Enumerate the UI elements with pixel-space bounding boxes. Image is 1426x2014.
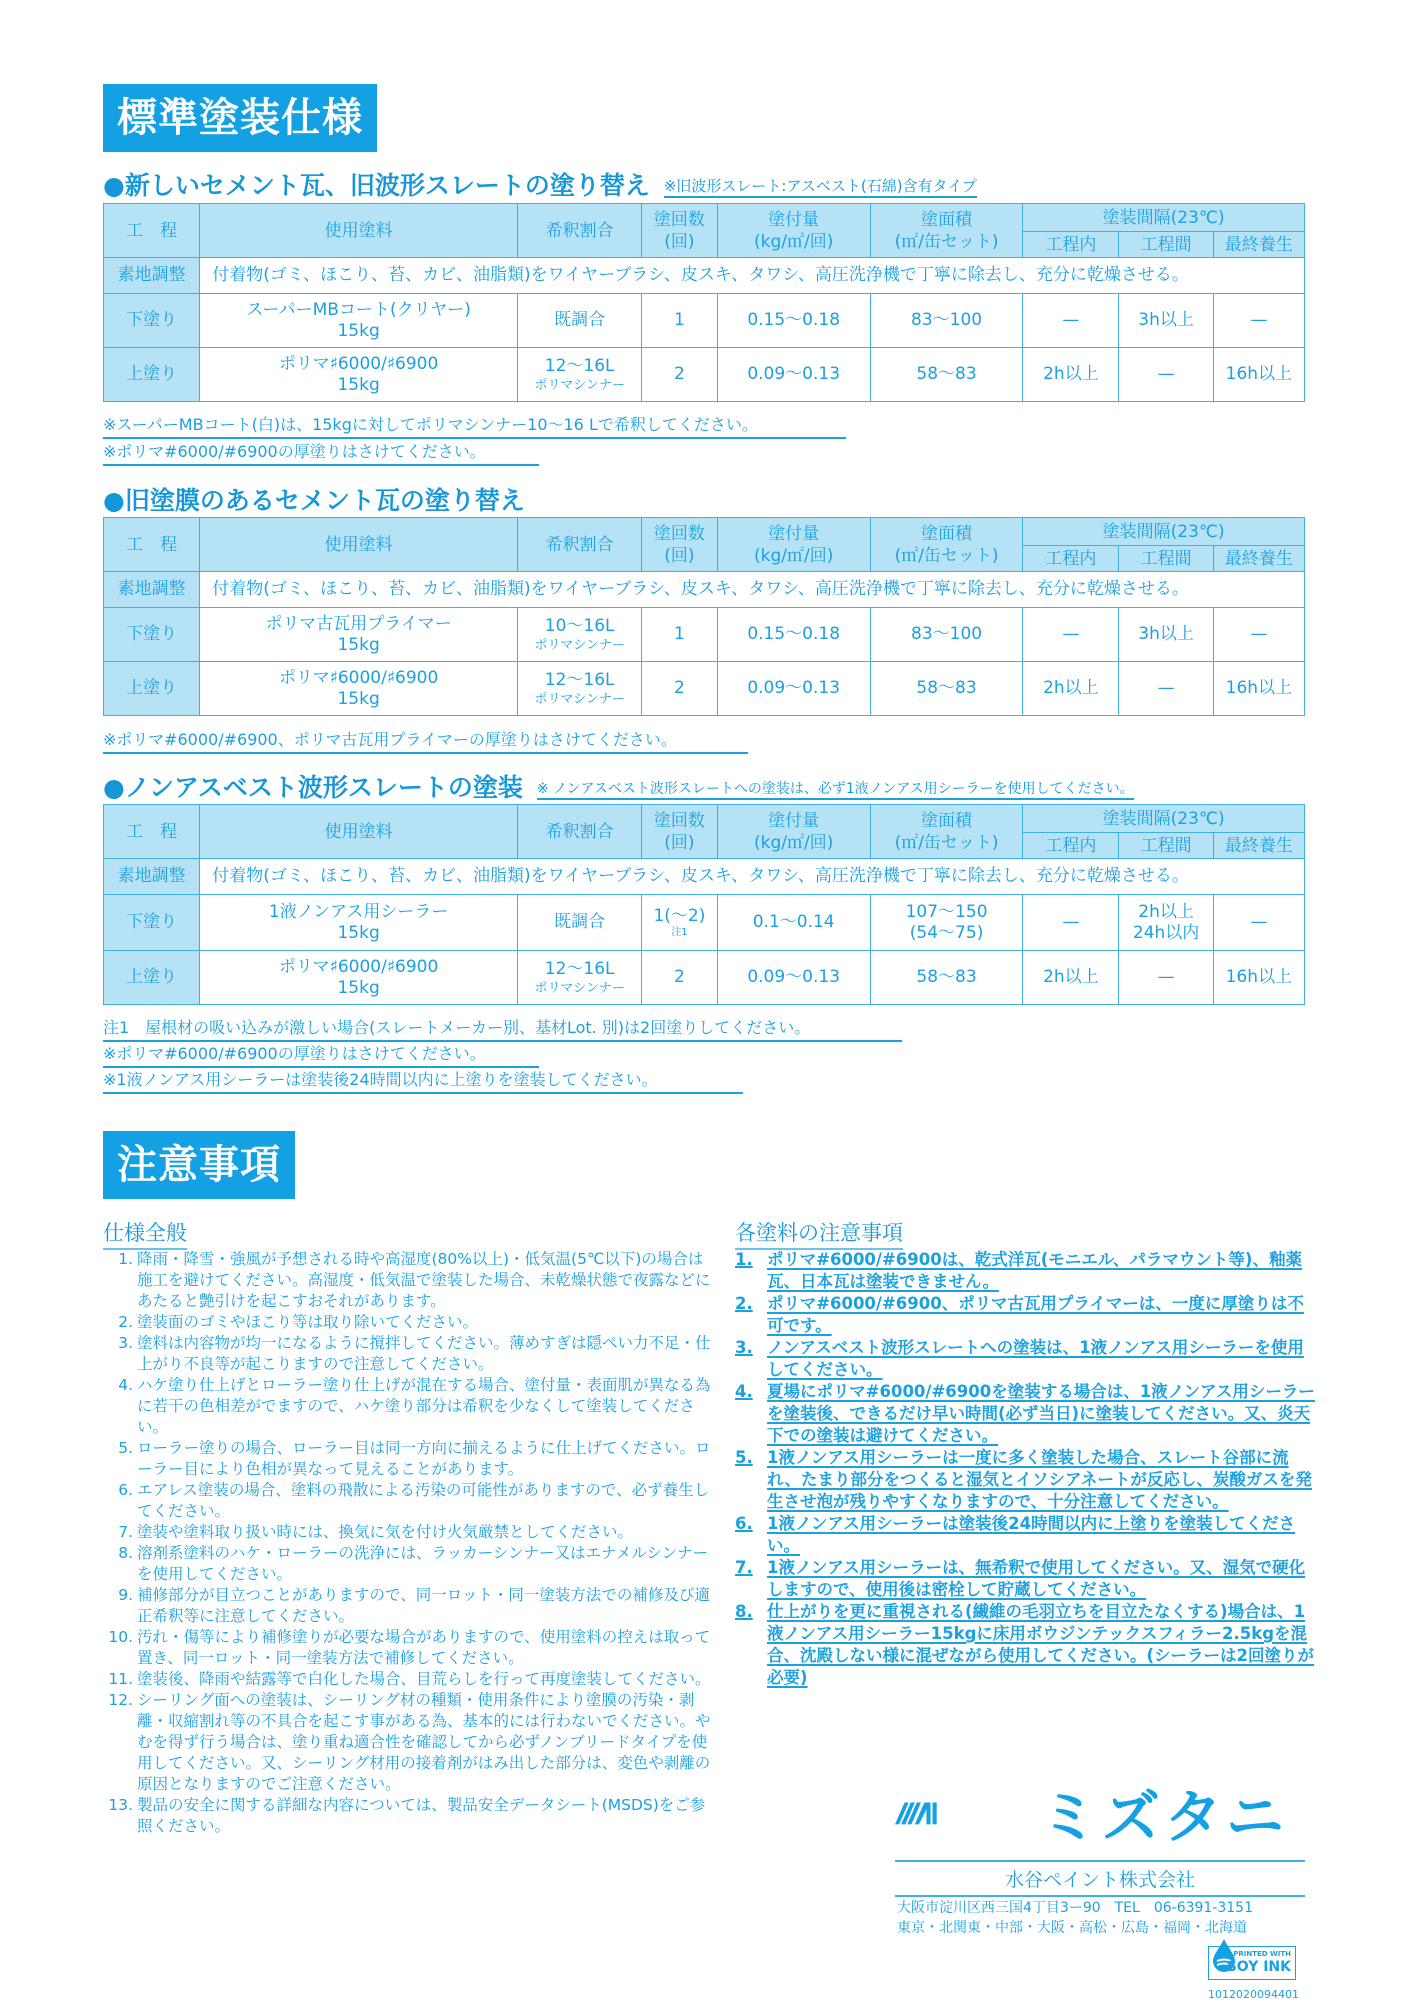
list-item: 8. 溶剤系塗料のハケ・ローラーの洗浄には、ラッカーシンナー又はエナメルシンナーを使用してください。 xyxy=(118,1544,709,1583)
section-title-non-asbestos xyxy=(103,768,1134,804)
branches: 東京・北関東・中部・大阪・高松・広島・福岡・北海道 xyxy=(897,1920,1247,1936)
soy-ink-badge: PRINTED WITH SOY INK xyxy=(1208,1946,1296,1980)
header-dilution: 希釈割合 xyxy=(518,204,642,258)
list-item: 11. 塗装後、降雨や結露等で白化した場合、目荒らしを行って再度塗装してください。 xyxy=(108,1670,711,1688)
table-row: 上塗り ポリマ♯6000/♯6900 15kg 12〜16L ポリマシンナー 2 0.09〜0.13 58〜83 2h以上 — 16h以上 xyxy=(104,348,1305,402)
spec-table-3: 工 程 使用塗料 希釈割合 塗回数 (回) 塗付量 (kg/㎡/回) 塗面積 (㎡/缶セット) 塗装間隔(23℃) 工程内 工程間 最終養生 素地調整 付着物(ゴミ、ほこり、苔、カビ、油脂類)をワイヤーブラシ、皮スキ、タワシ、高圧洗浄機で丁寧に除去し、充分に乾燥させる。 下塗り 1液ノンアス用シーラー 15kg 既調合 1(〜2) 注1 0.1〜0.14 107〜150 (54〜75) — 2h以上 24h以内 — 上塗り ポリマ♯6000/♯6900 15kg 12〜16L ポリマシンナー 2 0.09〜0.13 58〜83 2h以上 — 16h以上 xyxy=(103,804,1305,1005)
section-note: ※旧波形スレート:アスベスト(石綿)含有タイプ xyxy=(664,177,977,198)
table-row-prep: 素地調整 付着物(ゴミ、ほこり、苔、カビ、油脂類)をワイヤーブラシ、皮スキ、タワシ、高圧洗浄機で丁寧に除去し、充分に乾燥させる。 xyxy=(104,572,1305,608)
general-heading: 仕様全般 xyxy=(103,1217,187,1250)
table-row-prep: 素地調整 付着物(ゴミ、ほこり、苔、カビ、油脂類)をワイヤーブラシ、皮スキ、タワシ、高圧洗浄機で丁寧に除去し、充分に乾燥させる。 xyxy=(104,258,1305,294)
spec-table-1 xyxy=(103,203,1305,402)
footnote: ※ポリマ#6000/#6900の厚塗りはさけてください。 xyxy=(103,439,539,466)
footnote: ※スーパーMBコート(白)は、15kgに対してポリマシンナー10〜16 Lで希釈してください。 xyxy=(103,412,846,439)
list-item: 8. 仕上がりを更に重視される(繊維の毛羽立ちを目立たなくする)場合は、1液ノンアス用シーラー15kgに床用ボウジンテックスフィラー2.5kgを混合、沈殿しない様に混ぜながら使用してください。(シーラーは2回塗りが必要) xyxy=(735,1602,1315,1687)
list-item: 2. 塗装面のゴミやほこり等は取り除いてください。 xyxy=(118,1313,479,1331)
section-note: ※ ノンアスベスト波形スレートへの塗装は、必ず1液ノンアス用シーラーを使用してください。 xyxy=(537,781,1134,800)
section-title-new-cement xyxy=(103,166,977,202)
cautions-title: 注意事項 xyxy=(103,1131,295,1199)
header-within: 工程内 xyxy=(1023,232,1119,258)
header-step: 工 程 xyxy=(104,204,200,258)
address: 大阪市淀川区西三国4丁目3ー90 TEL 06-6391-3151 xyxy=(897,1900,1254,1916)
list-item: 7. 塗装や塗料取り扱い時には、換気に気を付け火気厳禁としてください。 xyxy=(118,1523,634,1541)
header-amount: 塗付量 (kg/㎡/回) xyxy=(717,204,870,258)
table-row: 上塗り ポリマ♯6000/♯6900 15kg 12〜16L ポリマシンナー 2 0.09〜0.13 58〜83 2h以上 — 16h以上 xyxy=(104,662,1305,716)
header-between: 工程間 xyxy=(1119,232,1213,258)
table-row: 下塗り ポリマ古瓦用プライマー 15kg 10〜16L ポリマシンナー 1 0.15〜0.18 83〜100 — 3h以上 — xyxy=(104,608,1305,662)
list-item: 5. ローラー塗りの場合、ローラー目は同一方向に揃えるように仕上げてください。ローラー目により色相が異なって見えることがあります。 xyxy=(118,1439,711,1478)
per-paint-heading: 各塗料の注意事項 xyxy=(735,1217,903,1250)
table-row: 下塗り 1液ノンアス用シーラー 15kg 既調合 1(〜2) 注1 0.1〜0.14 107〜150 (54〜75) — 2h以上 24h以内 — xyxy=(104,895,1305,951)
list-item: 5. 1液ノンアス用シーラーは一度に多く塗装した場合、スレート谷部に流れ、たまり部分をつくると湿気とイソシアネートが反応し、炭酸ガスを発生させ泡が残りやすくなりますので、十分注意してください。 xyxy=(735,1448,1312,1511)
mizutani-logo-icon xyxy=(895,1785,1035,1849)
list-item: 6. 1液ノンアス用シーラーは塗装後24時間以内に上塗りを塗装してください。 xyxy=(735,1514,1296,1555)
table-row: 上塗り ポリマ♯6000/♯6900 15kg 12〜16L ポリマシンナー 2 0.09〜0.13 58〜83 2h以上 — 16h以上 xyxy=(104,951,1305,1005)
table-row-prep: 素地調整 付着物(ゴミ、ほこり、苔、カビ、油脂類)をワイヤーブラシ、皮スキ、タワシ、高圧洗浄機で丁寧に除去し、充分に乾燥させる。 xyxy=(104,859,1305,895)
list-item: 1. 降雨・降雪・強風が予想される時や高湿度(80%以上)・低気温(5℃以下)の場合は施工を避けてください。高湿度・低気温で塗装した場合、未乾燥状態で夜露などにあたると艶引けを起こすおそれがあります。 xyxy=(118,1250,711,1310)
table-row: 下塗り スーパーMBコート(クリヤー) 15kg 既調合 1 0.15〜0.18 83〜100 — 3h以上 — xyxy=(104,294,1305,348)
footnote: ※1液ノンアス用シーラーは塗装後24時間以内に上塗りを塗装してください。 xyxy=(103,1067,743,1094)
list-item: 3. ノンアスベスト波形スレートへの塗装は、1液ノンアス用シーラーを使用してください。 xyxy=(735,1338,1304,1379)
list-item: 3. 塗料は内容物が均一になるように撹拌してください。薄めすぎは隠ぺい力不足・仕上がり不良等が起こりますので注意してください。 xyxy=(118,1334,711,1373)
print-code: 1012020094401 xyxy=(1208,1988,1299,2001)
header-area: 塗面積 (㎡/缶セット) xyxy=(870,204,1022,258)
footnote: 注1 屋根材の吸い込みが激しい場合(スレートメーカー別、基材Lot. 別)は2回塗りしてください。 xyxy=(103,1015,902,1042)
list-item: 9. 補修部分が目立つことがありますので、同一ロット・同一塗装方法での補修及び適正希釈等に注意してください。 xyxy=(118,1586,710,1625)
list-item: 12. シーリング面への塗装は、シーリング材の種類・使用条件により塗膜の汚染・剥離・収縮割れ等の不具合を起こす事がある為、基本的には行わないでください。やむを得ず行う場合は、塗り重ね適合性を確認してから必ずノンブリードタイプを使用してください。又、シーリング材用の接着剤がはみ出した部分は、変色や剥離の原因となりますのでご注意ください。 xyxy=(108,1691,711,1793)
list-item: 13. 製品の安全に関する詳細な内容については、製品安全データシート(MSDS)をご参照ください。 xyxy=(108,1796,706,1835)
header-paint: 使用塗料 xyxy=(200,204,518,258)
page-title: 標準塗装仕様 xyxy=(103,84,377,152)
header-interval: 塗装間隔(23℃) xyxy=(1023,204,1305,232)
list-item: 2. ポリマ#6000/#6900、ポリマ古瓦用プライマーは、一度に厚塗りは不可です。 xyxy=(735,1294,1304,1335)
section-heading: ●ノンアスベスト波形スレートの塗装 xyxy=(103,773,523,802)
general-cautions-list xyxy=(103,1249,713,1837)
list-item: 1. ポリマ#6000/#6900は、乾式洋瓦(モニエル、パラマウント等)、釉薬瓦、日本瓦は塗装できません。 xyxy=(735,1250,1302,1291)
footnote: ※ポリマ#6000/#6900、ポリマ古瓦用プライマーの厚塗りはさけてください。 xyxy=(103,727,748,754)
footnote: ※ポリマ#6000/#6900の厚塗りはさけてください。 xyxy=(103,1041,539,1068)
list-item: 6. エアレス塗装の場合、塗料の飛散による汚染の可能性がありますので、必ず養生してください。 xyxy=(118,1481,710,1520)
list-item: 7. 1液ノンアス用シーラーは、無希釈で使用してください。又、湿気で硬化しますので、使用後は密栓して貯蔵してください。 xyxy=(735,1558,1306,1599)
section-heading: ●旧塗膜のあるセメント瓦の塗り替え xyxy=(103,486,525,515)
list-item: 4. 夏場にポリマ#6000/#6900を塗装する場合は、1液ノンアス用シーラーを塗装後、できるだけ早い時間(必ず当日)に塗装してください。又、炎天下での塗装は避けてください。 xyxy=(735,1382,1315,1445)
spec-table-2: 工 程 使用塗料 希釈割合 塗回数 (回) 塗付量 (kg/㎡/回) 塗面積 (㎡/缶セット) 塗装間隔(23℃) 工程内 工程間 最終養生 素地調整 付着物(ゴミ、ほこり、苔、カビ、油脂類)をワイヤーブラシ、皮スキ、タワシ、高圧洗浄機で丁寧に除去し、充分に乾燥させる。 下塗り ポリマ古瓦用プライマー 15kg 10〜16L ポリマシンナー 1 0.15〜0.18 83〜100 — 3h以上 — 上塗り ポリマ♯6000/♯6900 15kg 12〜16L ポリマシンナー 2 0.09〜0.13 58〜83 2h以上 — 16h以上 xyxy=(103,517,1305,716)
list-item: 4. ハケ塗り仕上げとローラー塗り仕上げが混在する場合、塗付量・表面肌が異なる為に若干の色相差がでますので、ハケ塗り部分は希釈を少なくして塗装してください。 xyxy=(118,1376,711,1436)
list-item: 10. 汚れ・傷等により補修塗りが必要な場合がありますので、使用塗料の控えは取って置き、同一ロット・同一塗装方法で補修してください。 xyxy=(108,1628,711,1667)
section-title-old-coating xyxy=(103,481,525,517)
header-final: 最終養生 xyxy=(1213,232,1304,258)
company-name: 水谷ペイント株式会社 xyxy=(895,1860,1305,1897)
header-coats: 塗回数 (回) xyxy=(642,204,717,258)
brand-name: ミズタニ xyxy=(1040,1783,1289,1851)
per-paint-cautions-list xyxy=(735,1249,1315,1689)
section-heading: ●新しいセメント瓦、旧波形スレートの塗り替え xyxy=(103,171,650,200)
